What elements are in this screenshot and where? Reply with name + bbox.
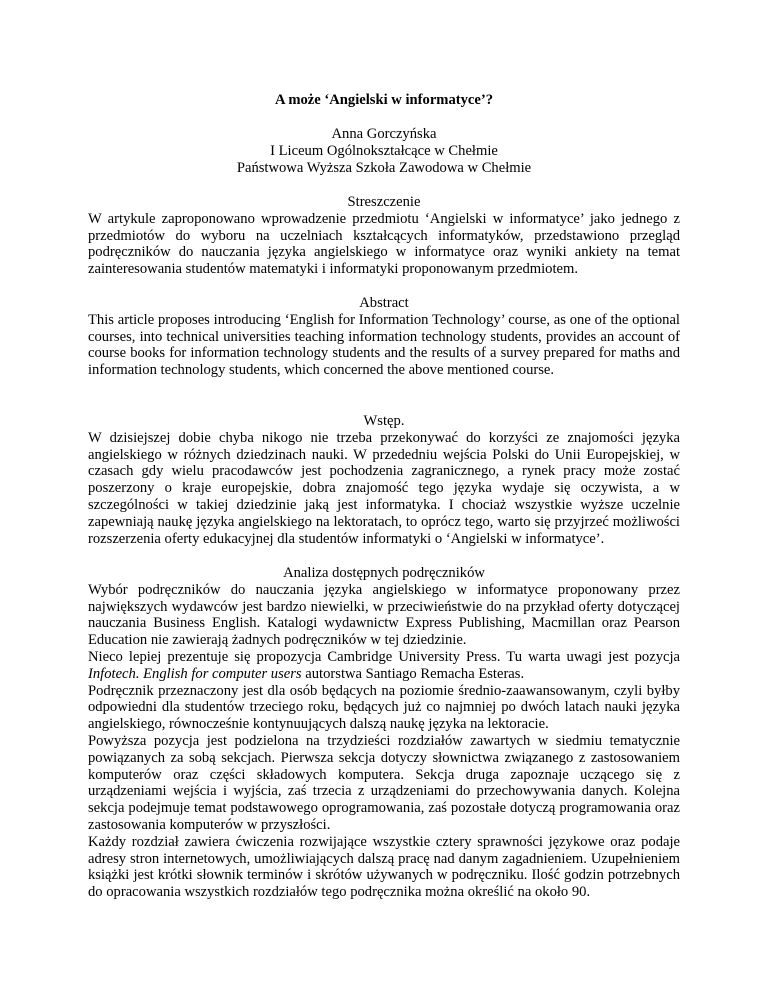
abstract-heading: Abstract (359, 295, 409, 311)
analiza-p2-before: Nieco lepiej prezentuje się propozycja Cambridge University Press. Tu warta uwagi jest pozycja (88, 648, 680, 665)
analiza-paragraph-1: Wybór podręczników do nauczania języka angielskiego w informatyce proponowany przez największych wydawców jest bardzo niewielki, w przeciwieństwie do na przykład oferty dotyczącej nauczania Business English. Katalogi wydawnictw Express Publishing, Macmillan oraz Pearson Education nie zawierają żadnych podręczników w tej dziedzinie. (88, 581, 680, 649)
analiza-heading: Analiza dostępnych podręczników (283, 565, 485, 581)
abstract-section (88, 295, 680, 379)
analiza-paragraph-2 (88, 649, 680, 683)
wstep-heading: Wstęp. (363, 413, 405, 429)
analiza-paragraph-4: Powyższa pozycja jest podzielona na trzydzieści rozdziałów zawartych w siedmiu tematycznie powiązanych za sobą sekcjach. Pierwsza sekcja dotyczy słownictwa związanego z zastosowaniem komputerów oraz części składowych komputera. Sekcja druga zapoznaje uczącego się z urządzeniami wejścia i wyjścia, zaś trzecia z urządzeniami do przechowywania danych. Kolejna sekcja podejmuje temat podstawowego oprogramowania, zaś pozostałe dotyczą programowania oraz zastosowania komputerów w przyszłości. (88, 732, 680, 833)
streszczenie-section (88, 194, 680, 278)
author-name: Anna Gorczyńska (331, 126, 437, 142)
author-block (0, 126, 768, 176)
wstep-text: W dzisiejszej dobie chyba nikogo nie trzeba przekonywać do korzyści ze znajomości języka angielskiego w różnych dziedzinach nauki. W przededniu wejścia Polski do Unii Europejskiej, w czasach gdy wielu pracodawców jest pochodzenia zagranicznego, a rynek pracy może zostać poszerzony o kraje europejskie, dobra znajomość tego języka wydaje się oczywista, a w szczególności w takiej dziedzinie jaką jest informatyka. I chociaż wszystkie wyższe uczelnie zapewniają naukę języka angielskiego na lektoratach, to oprócz tego, warto się przyjrzeć możliwości rozszerzenia oferty edukacyjnej dla studentów informatyki o ‘Angielski w informatyce’. (88, 429, 680, 547)
book-title: Infotech. English for computer users (88, 665, 302, 682)
analiza-paragraph-5: Każdy rozdział zawiera ćwiczenia rozwijające wszystkie cztery sprawności językowe oraz podaje adresy stron internetowych, umożliwiających dalszą pracę nad danym zagadnieniem. Uzupełnieniem książki jest krótki słownik terminów i skrótów używanych w podręczniku. Ilość godzin potrzebnych do opracowania wszystkich rozdziałów tego podręcznika można określić na około 90. (88, 833, 680, 901)
wstep-section (88, 413, 680, 547)
abstract-text: This article proposes introducing ‘English for Information Technology’ course, as one of the optional courses, into technical universities teaching information technology students, provides an account of course books for information technology students and the results of a survey prepared for maths and information technology students, which concerned the above mentioned course. (88, 311, 680, 379)
analiza-section (88, 565, 680, 901)
analiza-p2-after: autorstwa Santiago Remacha Esteras. (301, 665, 525, 682)
streszczenie-text: W artykule zaproponowano wprowadzenie przedmiotu ‘Angielski w informatyce’ jako jednego z przedmiotów do wyboru na uczelniach kształcących informatyków, przedstawiono przegląd podręczników do nauczania języka angielskiego w informatyce oraz wyniki ankiety na temat zainteresowania studentów matematyki i informatyki proponowanym przedmiotem. (88, 210, 680, 278)
streszczenie-heading: Streszczenie (347, 194, 421, 210)
analiza-paragraph-3: Podręcznik przeznaczony jest dla osób będących na poziomie średnio-zaawansowanym, czyli byłby odpowiedni dla studentów trzeciego roku, będących już co najmniej po dwóch latach nauki języka angielskiego, równocześnie kontynuujących dalszą naukę języka na lektoracie. (88, 682, 680, 733)
document-title: A może ‘Angielski w informatyce’? (274, 92, 494, 108)
author-affiliation-1: I Liceum Ogólnokształcące w Chełmie (270, 142, 498, 159)
author-affiliation-2: Państwowa Wyższa Szkoła Zawodowa w Chełmie (236, 159, 532, 176)
